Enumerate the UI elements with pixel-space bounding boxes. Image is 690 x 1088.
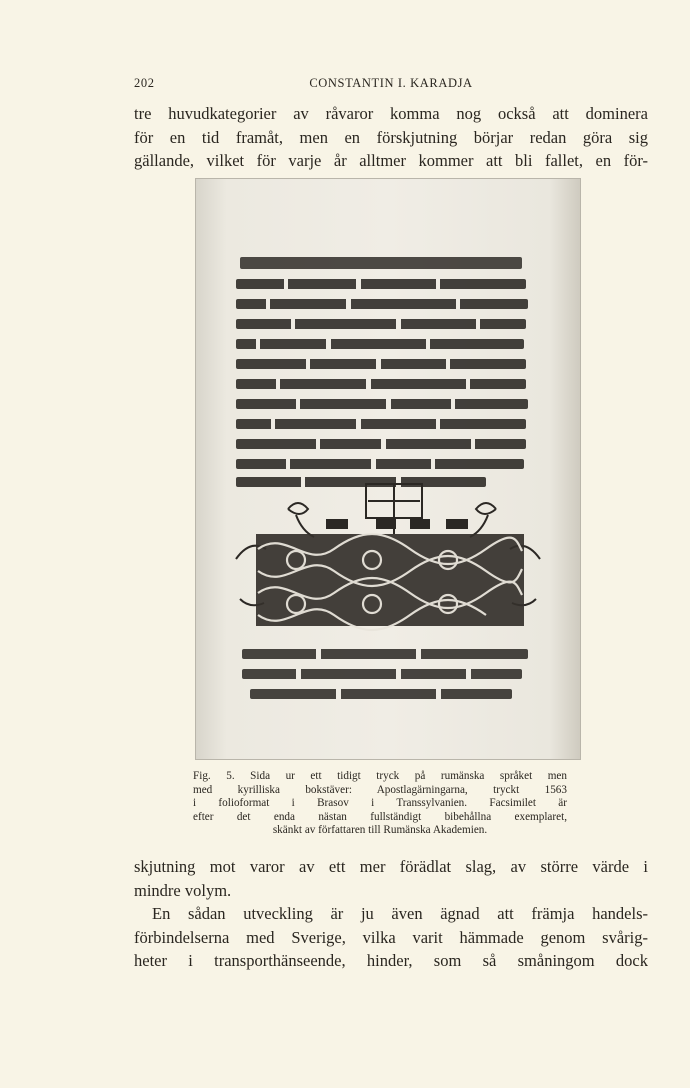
caption-line: skänkt av författaren till Rumänska Akademien.: [272, 824, 488, 836]
running-title: CONSTANTIN I. KARADJA: [309, 76, 473, 90]
text-line: En sådan utveckling är ju även ägnad att främja handels-: [152, 904, 648, 923]
text-line: skjutning mot varor av ett mer förädlat slag, av större värde i: [134, 857, 648, 876]
caption-line: efter det enda nästan fullständigt bibehållna exemplaret,: [193, 810, 567, 823]
caption-line: med kyrilliska bokstäver: Apostlagärningarna, tryckt 1563: [193, 783, 567, 796]
caption-line: Fig. 5. Sida ur ett tidigt tryck på rumänska språket men: [193, 770, 567, 782]
text-line: gällande, vilket för varje år alltmer kommer att bli fallet, en för-: [134, 151, 648, 170]
text-line: heter i transporthänseende, hinder, som så småningom dock: [134, 951, 648, 970]
figure-caption: [193, 770, 567, 838]
running-head: [134, 76, 648, 94]
facsimile-image: [195, 178, 581, 760]
text-line: tre huvudkategorier av råvaror komma nog också att dominera: [134, 104, 648, 123]
paragraph-mid: [134, 855, 648, 902]
text-line: mindre volym.: [134, 880, 232, 900]
caption-line: i folioformat i Brasov i Transsylvanien. Facsimilet är: [193, 797, 567, 809]
facsimile-illustration: [196, 179, 581, 760]
paragraph-bottom: [134, 902, 648, 973]
text-line: förbindelserna med Sverige, vilka varit hämmade genom svårig-: [134, 927, 648, 947]
page-number: 202: [134, 76, 155, 90]
paragraph-top: [134, 102, 648, 173]
text-line: för en tid framåt, men en förskjutning börjar redan göra sig: [134, 127, 648, 147]
